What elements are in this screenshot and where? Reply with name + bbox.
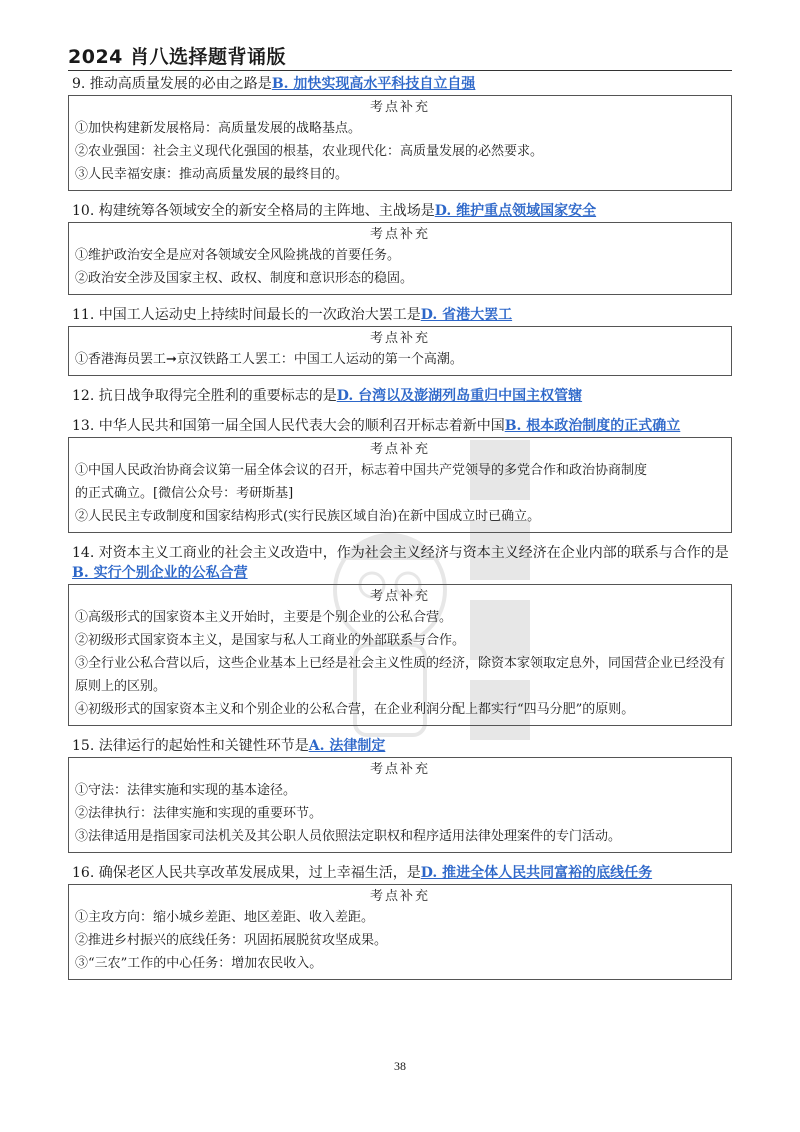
supplement-title: 考点补充 <box>369 762 430 777</box>
page-header <box>68 44 732 71</box>
question-line <box>68 386 732 406</box>
question-line <box>68 305 732 325</box>
question-stem: 9. 推动高质量发展的必由之路是 <box>72 76 272 92</box>
supplement-box <box>68 326 732 376</box>
question-stem: 11. 中国工人运动史上持续时间最长的一次政治大罢工是 <box>72 307 421 323</box>
supplement-box <box>68 437 732 533</box>
document-title: 2024 肖八选择题背诵版 <box>68 46 286 68</box>
supplement-line: ①主攻方向：缩小城乡差距、地区差距、收入差距。 <box>75 910 375 925</box>
answer-highlight: B. 根本政治制度的正式确立 <box>504 418 681 434</box>
answer-highlight: D. 省港大罢工 <box>420 307 513 323</box>
supplement-box <box>68 95 732 191</box>
supplement-title: 考点补充 <box>369 331 430 346</box>
page-number: 38 <box>394 1059 406 1073</box>
question-stem: 16. 确保老区人民共享改革发展成果，过上幸福生活，是 <box>72 865 421 881</box>
supplement-line: ④初级形式的国家资本主义和个别企业的公私合营，在企业利润分配上都实行“四马分肥”的原则。 <box>75 702 635 717</box>
supplement-line: ①维护政治安全是应对各领域安全风险挑战的首要任务。 <box>75 248 401 263</box>
question-block <box>68 736 732 853</box>
supplement-title: 考点补充 <box>369 100 430 115</box>
supplement-line: ①中国人民政治协商会议第一届全体会议的召开，标志着中国共产党领导的多党合作和政治协商制度 <box>75 463 648 478</box>
answer-highlight: A. 法律制定 <box>308 738 386 754</box>
supplement-line: ①香港海员罢工➞京汉铁路工人罢工：中国工人运动的第一个高潮。 <box>75 352 463 367</box>
question-line <box>68 74 732 94</box>
supplement-line: ③法律适用是指国家司法机关及其公职人员依照法定职权和程序适用法律处理案件的专门活动。 <box>75 829 622 844</box>
supplement-box <box>68 222 732 295</box>
supplement-line: ②推进乡村振兴的底线任务：巩固拓展脱贫攻坚成果。 <box>75 933 388 948</box>
question-block <box>68 863 732 980</box>
question-stem: 13. 中华人民共和国第一届全国人民代表大会的顺利召开标志着新中国 <box>72 418 505 434</box>
supplement-line: ②人民民主专政制度和国家结构形式(实行民族区域自治)在新中国成立时已确立。 <box>75 509 541 524</box>
question-line <box>68 736 732 756</box>
supplement-line: ①守法：法律实施和实现的基本途径。 <box>75 783 297 798</box>
question-block <box>68 74 732 191</box>
supplement-line: ②初级形式国家资本主义，是国家与私人工商业的外部联系与合作。 <box>75 633 466 648</box>
supplement-title: 考点补充 <box>369 589 430 604</box>
question-stem: 15. 法律运行的起始性和关键性环节是 <box>72 738 309 754</box>
question-block <box>68 543 732 726</box>
answer-highlight: D. 推进全体人民共同富裕的底线任务 <box>420 865 653 881</box>
question-stem: 12. 抗日战争取得完全胜利的重要标志的是 <box>72 388 337 404</box>
question-stem: 10. 构建统筹各领域安全的新安全格局的主阵地、主战场是 <box>72 203 435 219</box>
question-line <box>68 416 732 436</box>
answer-highlight: D. 维护重点领域国家安全 <box>434 203 597 219</box>
question-block <box>68 416 732 533</box>
supplement-line: ①高级形式的国家资本主义开始时，主要是个别企业的公私合营。 <box>75 610 453 625</box>
question-block <box>68 201 732 295</box>
supplement-box <box>68 757 732 853</box>
answer-highlight: B. 加快实现高水平科技自立自强 <box>271 76 476 92</box>
question-list <box>68 74 732 990</box>
supplement-title: 考点补充 <box>369 889 430 904</box>
supplement-line: ③全行业公私合营以后，这些企业基本上已经是社会主义性质的经济，除资本家领取定息外，同国营企业已经没有原则上的区别。 <box>75 656 726 694</box>
supplement-line: ②农业强国：社会主义现代化强国的根基，农业现代化：高质量发展的必然要求。 <box>75 144 544 159</box>
question-stem: 14. 对资本主义工商业的社会主义改造中，作为社会主义经济与资本主义经济在企业内部的联系与合作的是 <box>72 545 729 561</box>
supplement-line: ③人民幸福安康：推动高质量发展的最终目的。 <box>75 167 349 182</box>
supplement-line: ②政治安全涉及国家主权、政权、制度和意识形态的稳固。 <box>75 271 414 286</box>
supplement-title: 考点补充 <box>369 442 430 457</box>
supplement-title: 考点补充 <box>369 227 430 242</box>
supplement-line: 的正式确立。[微信公众号：考研斯基] <box>75 486 294 501</box>
question-line <box>68 863 732 883</box>
supplement-box <box>68 584 732 726</box>
question-block <box>68 305 732 376</box>
supplement-box <box>68 884 732 980</box>
supplement-line: ③“三农”工作的中心任务：增加农民收入。 <box>75 956 323 971</box>
question-line <box>68 201 732 221</box>
answer-highlight: B. 实行个别企业的公私合营 <box>72 565 248 581</box>
supplement-line: ①加快构建新发展格局：高质量发展的战略基点。 <box>75 121 362 136</box>
supplement-line: ②法律执行：法律实施和实现的重要环节。 <box>75 806 323 821</box>
question-block <box>68 386 732 406</box>
answer-highlight: D. 台湾以及澎湖列岛重归中国主权管辖 <box>336 388 583 404</box>
question-line <box>68 543 732 583</box>
